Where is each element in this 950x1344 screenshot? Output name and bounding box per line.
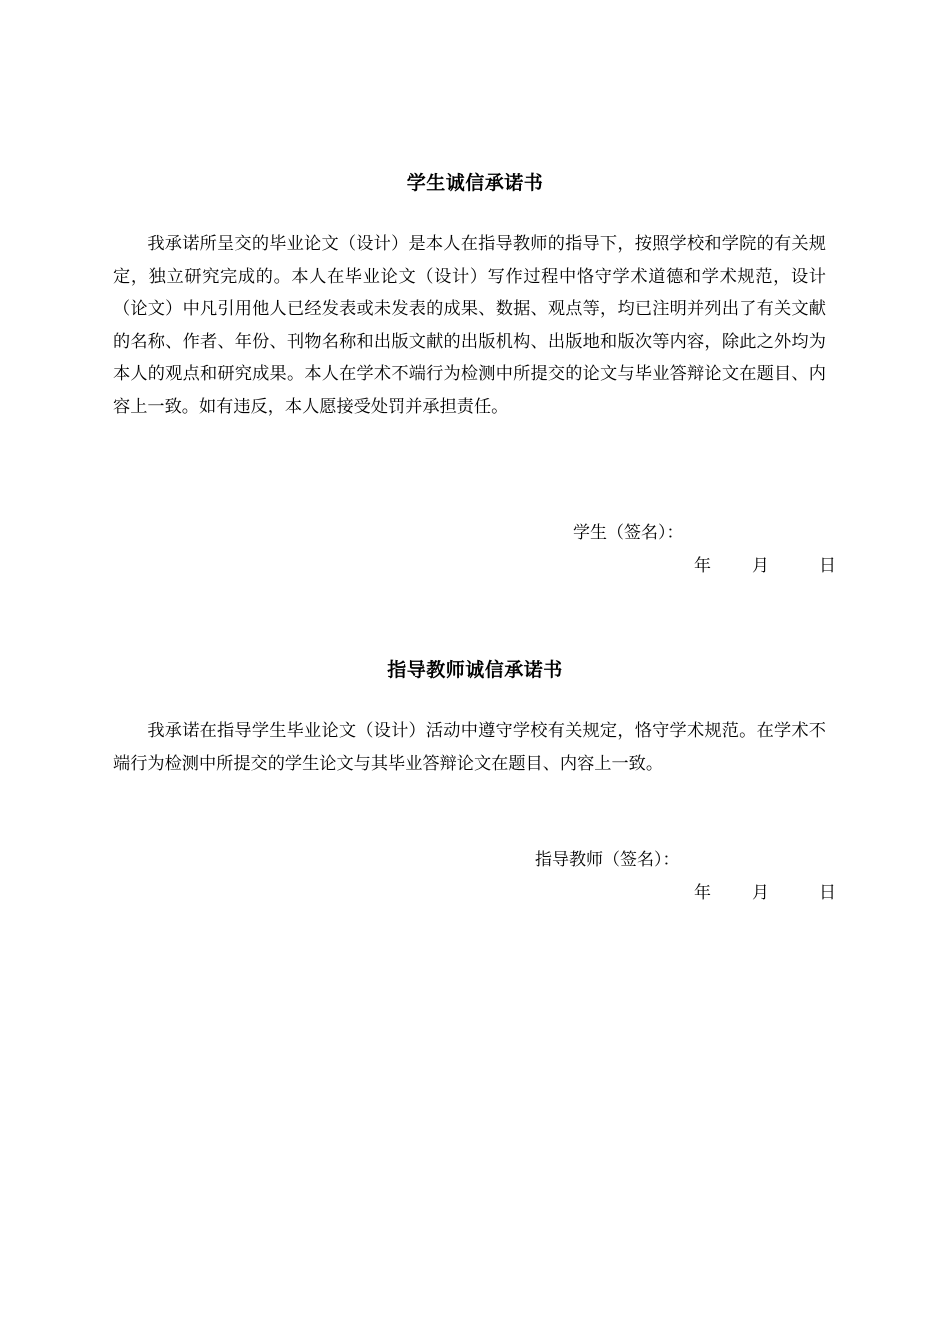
teacher-date-year: 年 bbox=[694, 883, 711, 903]
student-signature-label: 学生（签名）： bbox=[573, 523, 684, 543]
student-date-line bbox=[694, 551, 836, 576]
teacher-pledge-body: 我承诺在指导学生毕业论文（设计）活动中遵守学校有关规定，恪守学术规范。在学术不端行为检测中所提交的学生论文与其毕业答辩论文在题目、内容上一致。 bbox=[113, 721, 826, 774]
teacher-pledge-title: 指导教师诚信承诺书 bbox=[387, 659, 563, 681]
teacher-date-line bbox=[694, 878, 836, 903]
teacher-date-day: 日 bbox=[819, 883, 836, 903]
student-date-year: 年 bbox=[694, 556, 711, 576]
teacher-signature-label: 指导教师（签名）： bbox=[535, 850, 680, 870]
student-date-day: 日 bbox=[819, 556, 836, 576]
student-date-month: 月 bbox=[752, 556, 769, 576]
student-pledge-body: 我承诺所呈交的毕业论文（设计）是本人在指导教师的指导下，按照学校和学院的有关规定，独立研究完成的。本人在毕业论文（设计）写作过程中恪守学术道德和学术规范，设计（论文）中凡引用他人已经发表或未发表的成果、数据、观点等，均已注明并列出了有关文献的名称、作者、年份、刊物名称和出版文献的出版机构、出版地和版次等内容，除此之外均为本人的观点和研究成果。本人在学术不端行为检测中所提交的论文与毕业答辩论文在题目、内容上一致。如有违反，本人愿接受处罚并承担责任。 bbox=[113, 234, 826, 417]
student-pledge-title: 学生诚信承诺书 bbox=[406, 172, 544, 194]
teacher-date-month: 月 bbox=[752, 883, 769, 903]
